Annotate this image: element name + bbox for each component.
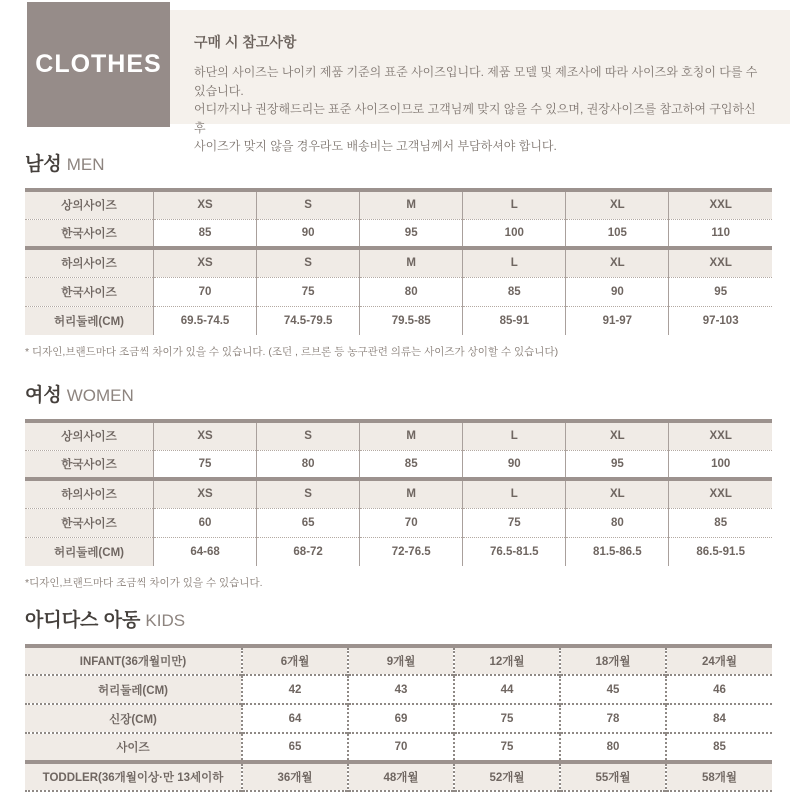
size-value-cell: 6개월 bbox=[242, 646, 348, 675]
size-value-cell: 97-103 bbox=[669, 306, 772, 335]
notice-line: 하단의 사이즈는 나이키 제품 기준의 표준 사이즈입니다. 제품 모델 및 제조사에 따라 사이즈와 호칭이 다를 수 있습니다. bbox=[194, 65, 758, 98]
size-value-cell: 76.5-81.5 bbox=[463, 537, 566, 566]
size-value-cell: 46 bbox=[666, 675, 772, 704]
table-row bbox=[25, 421, 772, 450]
kids-size-table bbox=[25, 644, 772, 792]
table-row bbox=[25, 248, 772, 277]
size-value-cell: 65 bbox=[257, 508, 360, 537]
size-value-cell: XXL bbox=[669, 190, 772, 219]
size-value-cell: 84 bbox=[666, 704, 772, 733]
size-value-cell: M bbox=[360, 479, 463, 508]
size-value-cell: 65 bbox=[242, 733, 348, 762]
women-footnote: *디자인,브랜드마다 조금씩 차이가 있을 수 있습니다. bbox=[25, 577, 263, 589]
size-value-cell: 95 bbox=[360, 219, 463, 248]
size-value-cell: 44 bbox=[454, 675, 560, 704]
row-label: 상의사이즈 bbox=[25, 190, 154, 219]
table-row bbox=[25, 646, 772, 675]
size-value-cell: XL bbox=[566, 248, 669, 277]
clothes-logo-block bbox=[27, 2, 170, 127]
size-value-cell: XXL bbox=[669, 421, 772, 450]
size-value-cell: 75 bbox=[454, 733, 560, 762]
size-value-cell: 91-97 bbox=[566, 306, 669, 335]
size-value-cell: 85 bbox=[154, 219, 257, 248]
size-value-cell: L bbox=[463, 421, 566, 450]
size-value-cell: 95 bbox=[566, 450, 669, 479]
size-value-cell: XS bbox=[154, 479, 257, 508]
purchase-notice-panel bbox=[170, 10, 790, 154]
size-value-cell: 69 bbox=[348, 704, 454, 733]
size-value-cell: 105 bbox=[566, 219, 669, 248]
size-value-cell: L bbox=[463, 190, 566, 219]
table-row bbox=[25, 675, 772, 704]
row-label: 한국사이즈 bbox=[25, 450, 154, 479]
size-value-cell: 24개월 bbox=[666, 646, 772, 675]
table-row bbox=[25, 733, 772, 762]
table-row bbox=[25, 306, 772, 335]
table-row bbox=[25, 219, 772, 248]
size-value-cell: 42 bbox=[242, 675, 348, 704]
size-value-cell: 55개월 bbox=[560, 762, 666, 791]
section-title-women bbox=[25, 383, 800, 410]
size-value-cell: 80 bbox=[560, 733, 666, 762]
row-label: 한국사이즈 bbox=[25, 277, 154, 306]
size-value-cell: 85 bbox=[669, 508, 772, 537]
size-value-cell: 81.5-86.5 bbox=[566, 537, 669, 566]
row-label: 신장(CM) bbox=[25, 704, 242, 733]
section-title-en: KIDS bbox=[145, 611, 186, 630]
size-value-cell: 69.5-74.5 bbox=[154, 306, 257, 335]
size-value-cell: 90 bbox=[463, 450, 566, 479]
row-label: 하의사이즈 bbox=[25, 479, 154, 508]
table-row bbox=[25, 277, 772, 306]
size-value-cell: S bbox=[257, 248, 360, 277]
table-row bbox=[25, 450, 772, 479]
size-value-cell: 75 bbox=[257, 277, 360, 306]
size-value-cell: 64 bbox=[242, 704, 348, 733]
size-value-cell: XL bbox=[566, 190, 669, 219]
size-value-cell: 79.5-85 bbox=[360, 306, 463, 335]
size-value-cell: 80 bbox=[257, 450, 360, 479]
size-value-cell: 70 bbox=[360, 508, 463, 537]
row-label: 허리둘레(CM) bbox=[25, 675, 242, 704]
size-value-cell: 64-68 bbox=[154, 537, 257, 566]
size-value-cell: 78 bbox=[560, 704, 666, 733]
size-value-cell: XL bbox=[566, 479, 669, 508]
size-value-cell: 85-91 bbox=[463, 306, 566, 335]
size-value-cell: XS bbox=[154, 190, 257, 219]
size-value-cell: 100 bbox=[463, 219, 566, 248]
size-value-cell: 86.5-91.5 bbox=[669, 537, 772, 566]
row-label: 허리둘레(CM) bbox=[25, 537, 154, 566]
size-value-cell: 90 bbox=[566, 277, 669, 306]
size-value-cell: M bbox=[360, 421, 463, 450]
section-title-en: WOMEN bbox=[66, 386, 134, 405]
size-value-cell: 68-72 bbox=[257, 537, 360, 566]
table-row bbox=[25, 508, 772, 537]
row-label: 허리둘레(CM) bbox=[25, 306, 154, 335]
size-value-cell: 95 bbox=[669, 277, 772, 306]
notice-line: 어디까지나 권장해드리는 표준 사이즈이므로 고객님께 맞지 않을 수 있으며, 권장사이즈를 참고하여 구입하신 후 bbox=[194, 102, 756, 135]
size-value-cell: 52개월 bbox=[454, 762, 560, 791]
size-value-cell: 43 bbox=[348, 675, 454, 704]
row-label: 사이즈 bbox=[25, 733, 242, 762]
size-value-cell: S bbox=[257, 479, 360, 508]
notice-title: 구매 시 참고사항 bbox=[194, 34, 297, 50]
size-value-cell: M bbox=[360, 248, 463, 277]
size-value-cell: 9개월 bbox=[348, 646, 454, 675]
row-label: 한국사이즈 bbox=[25, 508, 154, 537]
size-value-cell: 110 bbox=[669, 219, 772, 248]
size-value-cell: 75 bbox=[454, 704, 560, 733]
notice-line: 사이즈가 맞지 않을 경우라도 배송비는 고객님께서 부담하셔야 합니다. bbox=[194, 139, 557, 154]
size-value-cell: 85 bbox=[666, 733, 772, 762]
women-size-table bbox=[25, 419, 772, 566]
row-label: 상의사이즈 bbox=[25, 421, 154, 450]
size-value-cell: 60 bbox=[154, 508, 257, 537]
size-value-cell: 12개월 bbox=[454, 646, 560, 675]
size-value-cell: 85 bbox=[360, 450, 463, 479]
size-value-cell: 58개월 bbox=[666, 762, 772, 791]
size-value-cell: XXL bbox=[669, 479, 772, 508]
clothes-logo-text: CLOTHES bbox=[35, 50, 162, 78]
section-title-ko: 여성 bbox=[25, 385, 62, 406]
size-value-cell: 75 bbox=[463, 508, 566, 537]
size-value-cell: L bbox=[463, 248, 566, 277]
table-row bbox=[25, 704, 772, 733]
size-value-cell: 36개월 bbox=[242, 762, 348, 791]
section-title-ko: 남성 bbox=[25, 154, 62, 175]
men-footnote: * 디자인,브랜드마다 조금씩 차이가 있을 수 있습니다. (조던 , 르브론 등 농구관련 의류는 사이즈가 상이할 수 있습니다) bbox=[25, 346, 559, 358]
table-row bbox=[25, 762, 772, 791]
size-value-cell: XL bbox=[566, 421, 669, 450]
row-label: TODDLER(36개월이상·만 13세이하 bbox=[25, 762, 242, 791]
size-value-cell: M bbox=[360, 190, 463, 219]
size-value-cell: XS bbox=[154, 421, 257, 450]
size-value-cell: XS bbox=[154, 248, 257, 277]
size-guide-header bbox=[0, 0, 800, 154]
size-value-cell: 100 bbox=[669, 450, 772, 479]
table-row bbox=[25, 479, 772, 508]
size-value-cell: 18개월 bbox=[560, 646, 666, 675]
table-row bbox=[25, 190, 772, 219]
row-label: 한국사이즈 bbox=[25, 219, 154, 248]
size-value-cell: 72-76.5 bbox=[360, 537, 463, 566]
size-value-cell: 74.5-79.5 bbox=[257, 306, 360, 335]
size-value-cell: 70 bbox=[154, 277, 257, 306]
men-size-table bbox=[25, 188, 772, 335]
section-title-kids bbox=[25, 608, 800, 635]
size-value-cell: 80 bbox=[360, 277, 463, 306]
section-title-en: MEN bbox=[66, 155, 105, 174]
size-value-cell: S bbox=[257, 421, 360, 450]
size-value-cell: 45 bbox=[560, 675, 666, 704]
size-value-cell: L bbox=[463, 479, 566, 508]
size-value-cell: 75 bbox=[154, 450, 257, 479]
size-value-cell: S bbox=[257, 190, 360, 219]
size-value-cell: 80 bbox=[566, 508, 669, 537]
size-value-cell: 85 bbox=[463, 277, 566, 306]
size-value-cell: XXL bbox=[669, 248, 772, 277]
table-row bbox=[25, 537, 772, 566]
row-label: 하의사이즈 bbox=[25, 248, 154, 277]
section-title-men bbox=[25, 152, 800, 179]
size-value-cell: 48개월 bbox=[348, 762, 454, 791]
size-value-cell: 90 bbox=[257, 219, 360, 248]
row-label: INFANT(36개월미만) bbox=[25, 646, 242, 675]
size-value-cell: 70 bbox=[348, 733, 454, 762]
section-title-ko: 아디다스 아동 bbox=[25, 610, 141, 631]
